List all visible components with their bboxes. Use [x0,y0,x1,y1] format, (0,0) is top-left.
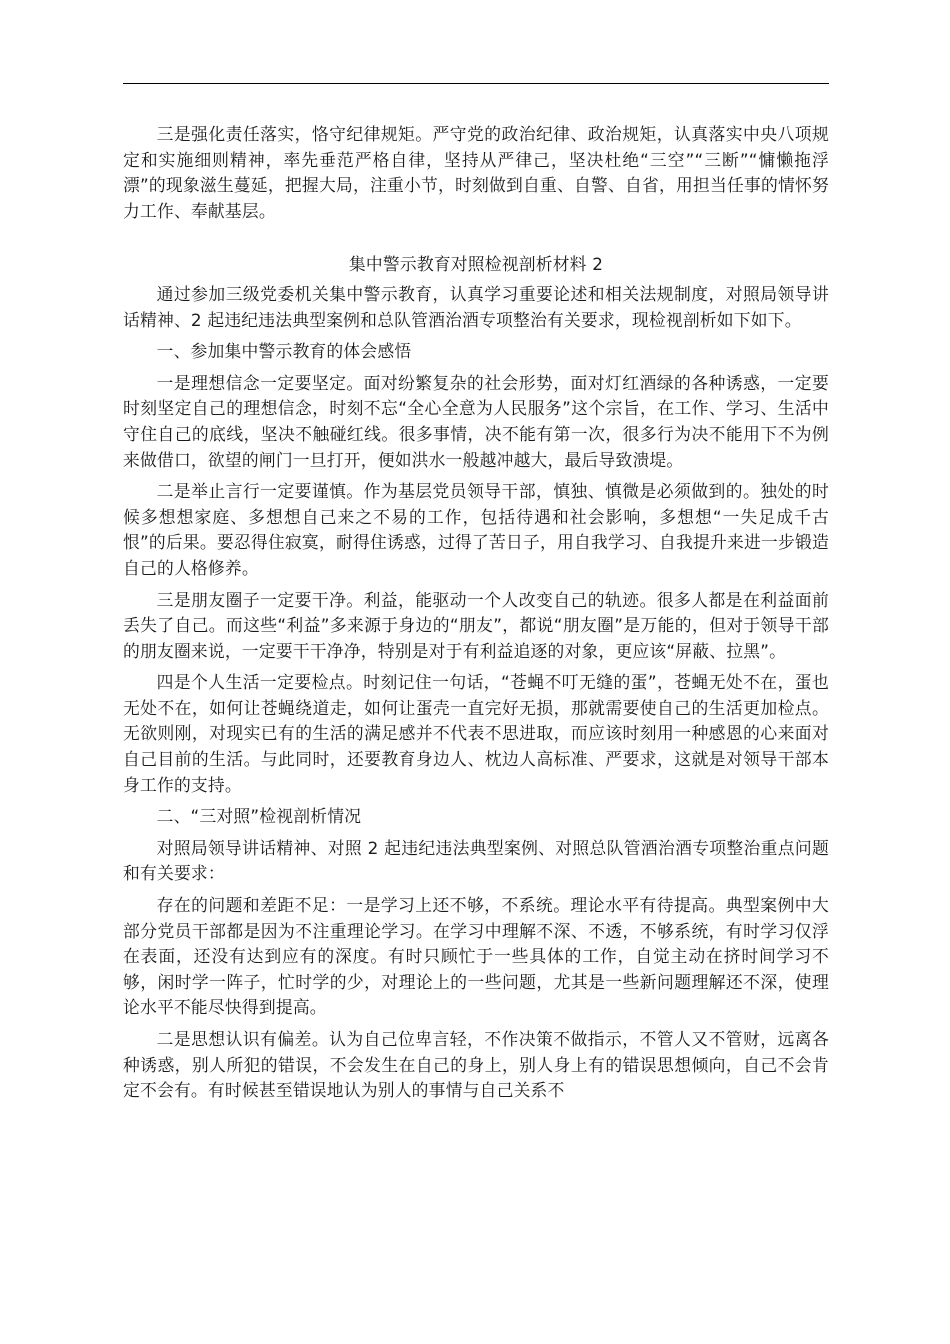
paragraph-comparison: 对照局领导讲话精神、对照 2 起违纪违法典型案例、对照总队管酒治酒专项整治重点问题和有关要求： [123,837,829,884]
heading-insights: 一、参加集中警示教育的体会感悟 [156,341,412,362]
paragraph-thinking: 二是思想认识有偏差。认为自己位卑言轻，不作决策不做指示，不管人又不管财，远离各种诱惑，别人所犯的错误，不会发生在自己的身上，别人身上有的错误思想倾向，自己不会肯定不会有。有时候甚至错误地认为别人的事情与自己关系不 [123,1029,829,1101]
section-title: 集中警示教育对照检视剖析材料 2 [348,254,604,275]
heading-three-comparisons: 二、“三对照”检视剖析情况 [156,806,362,827]
paragraph-problems: 存在的问题和差距不足：一是学习上还不够，不系统。理论水平有待提高。典型案例中大部分党员干部都是因为不注重理论学习。在学习中理解不深、不透，不够系统，有时学习仅浮在表面，还没有达到应有的深度。有时只顾忙于一些具体的工作，自觉主动在挤时间学习不够，闲时学一阵子，忙时学的少，对理论上的一些问题，尤其是一些新问题理解还不深，使理论水平不能尽快得到提高。 [123,895,829,1018]
paragraph-belief: 一是理想信念一定要坚定。面对纷繁复杂的社会形势，面对灯红酒绿的各种诱惑，一定要时刻坚定自己的理想信念，时刻不忘“全心全意为人民服务”这个宗旨，在工作、学习、生活中守住自己的底线，坚决不触碰红线。很多事情，决不能有第一次，很多行为决不能用下不为例来做借口，欲望的闸门一旦打开，便如洪水一般越冲越大，最后导致溃堤。 [123,372,829,470]
document-body [123,122,829,1110]
header-rule [123,83,829,84]
paragraph-conduct: 二是举止言行一定要谨慎。作为基层党员领导干部，慎独、慎微是必须做到的。独处的时候多想想家庭、多想想自己来之不易的工作，包括待遇和社会影响，多想想“一失足成千古恨”的后果。要忍得住寂寞，耐得住诱惑，过得了苦日子，用自我学习、自我提升来进一步锻造自己的人格修养。 [123,481,829,578]
paragraph-intro: 通过参加三级党委机关集中警示教育，认真学习重要论述和相关法规制度，对照局领导讲话精神、2 起违纪违法典型案例和总队管酒治酒专项整治有关要求，现检视剖析如下如下。 [123,283,829,330]
paragraph-life: 四是个人生活一定要检点。时刻记住一句话，“苍蝇不叮无缝的蛋”，苍蝇无处不在，蛋也无处不在，如何让苍蝇绕道走，如何让蛋壳一直完好无损，那就需要使自己的生活更加检点。无欲则刚，对现实已有的生活的满足感并不代表不思进取，而应该时刻用一种感恩的心来面对自己目前的生活。与此同时，还要教育身边人、枕边人高标准、严要求，这就是对领导干部本身工作的支持。 [123,672,829,795]
paragraph-friends: 三是朋友圈子一定要干净。利益，能驱动一个人改变自己的轨迹。很多人都是在利益面前丢失了自己。而这些“利益”多来源于身边的“朋友”，都说“朋友圈”是万能的，但对于领导干部的朋友圈来说，一定要干干净净，特别是对于有利益追逐的对象，更应该“屏蔽、拉黑”。 [123,589,829,661]
intro-paragraph: 三是强化责任落实，恪守纪律规矩。严守党的政治纪律、政治规矩，认真落实中央八项规定和实施细则精神，率先垂范严格自律，坚持从严律己，坚决杜绝“三空”“三断”“慵懒拖浮漂”的现象滋生蔓延，把握大局，注重小节，时刻做到自重、自警、自省，用担当任事的情怀努力工作、奉献基层。 [123,124,829,221]
